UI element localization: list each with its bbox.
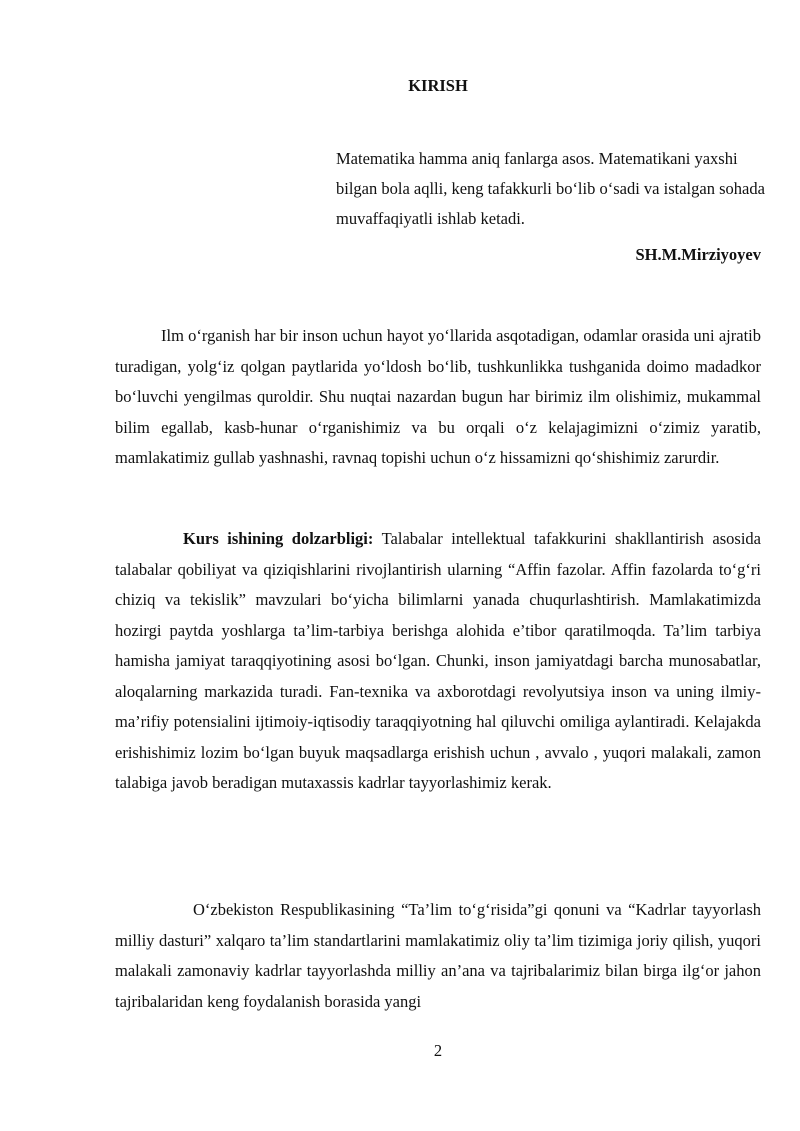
relevance-heading: Kurs ishining dolzarbligi: bbox=[183, 529, 374, 548]
epigraph-author: SH.M.Mirziyoyev bbox=[635, 245, 761, 264]
epigraph-text: Matematika hamma aniq fanlarga asos. Matematikani yaxshi bilgan bola aqlli, keng tafakkurli bo‘lib o‘sadi va istalgan sohada muvaffaqiyatli ishlab ketadi. bbox=[336, 149, 765, 228]
paragraph-relevance bbox=[115, 524, 761, 799]
page-number: 2 bbox=[433, 1041, 443, 1060]
section-title: KIRISH bbox=[408, 76, 468, 95]
relevance-body: Talabalar intellektual tafakkurini shakllantirish asosida talabalar qobiliyat va qiziqishlarini rivojlantirish ularning “Affin fazolar. Affin fazolarda to‘g‘ri chiziq va tekislik” mavzulari bo‘yicha bilimlarni yanada chuqurlashtirish. Mamlakatimizda hozirgi paytda yoshlarga ta’lim-tarbiya berishga alohida e’tibor qaratilmoqda. Ta’lim tarbiya hamisha jamiyat taraqqiyotining asosi bo‘lgan. Chunki, inson jamiyatdagi barcha munosabatlar, aloqalarning markazida turadi. Fan-texnika va axborotdagi revolyutsiya inson va uning ilmiy-ma’rifiy potensialini ijtimoiy-iqtisodiy taraqqiyotning hal qiluvchi omiliga aylantiradi. Kelajakda erishishimiz lozim bo‘lgan buyuk maqsadlarga erishish uchun , avvalo , yuqori malakali, zamon talabiga javob beradigan mutaxassis kadrlar tayyorlashimiz kerak. bbox=[115, 529, 761, 792]
paragraph-law: O‘zbekiston Respublikasining “Ta’lim to‘g‘risida”gi qonuni va “Kadrlar tayyorlash milliy dasturi” xalqaro ta’lim standartlarini mamlakatimiz oliy ta’lim tizimiga joriy qilish, yuqori malakali zamonaviy kadrlar tayyorlashda milliy an’ana va tajribalarimiz bilan birga ilg‘or jahon tajribalaridan keng foydalanish borasida yangi bbox=[115, 900, 761, 1011]
paragraph-intro: Ilm o‘rganish har bir inson uchun hayot yo‘llarida asqotadigan, odamlar orasida uni ajratib turadigan, yolg‘iz qolgan paytlarida yo‘ldosh bo‘lib, tushkunlikka tushganida doimo madadkor bo‘luvchi yengilmas quroldir. Shu nuqtai nazardan bugun har birimiz ilm olishimiz, mukammal bilim egallab, kasb-hunar o‘rganishimiz va bu orqali o‘z kelajagimizni o‘zimiz yaratib, mamlakatimiz gullab yashnashi, ravnaq topishi uchun o‘z hissamizni qo‘shishimiz zarurdir. bbox=[115, 326, 761, 467]
